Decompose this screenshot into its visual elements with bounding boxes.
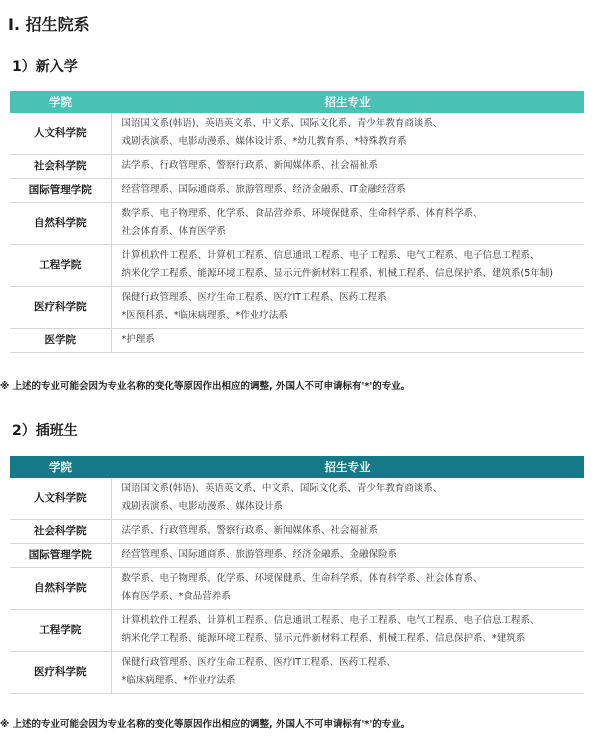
table-row	[10, 329, 584, 353]
header-majors: 招生专业	[111, 456, 584, 478]
college-name: 医疗科学院	[10, 652, 111, 694]
college-name: 工程学院	[10, 245, 111, 287]
page-title: Ⅰ. 招生院系	[8, 15, 90, 34]
college-name: 人文科学院	[10, 113, 111, 155]
majors-list: *护理系	[111, 329, 584, 353]
college-name: 国际管理学院	[10, 179, 111, 203]
majors-list: 数学系、电子物理系、化学系、食品营养系、环境保健系、生命科学系、体育科学系、 社会体育系、体育医学系	[111, 203, 584, 245]
new-admission-table	[10, 91, 584, 353]
table-row	[10, 113, 584, 155]
table-header-row	[10, 91, 584, 113]
table-row	[10, 478, 584, 520]
majors-list: 经营管理系、国际通商系、旅游管理系、经济金融系、IT金融经营系	[111, 179, 584, 203]
majors-list: 数学系、电子物理系、化学系、环境保健系、生命科学系、体育科学系、社会体育系、 体育医学系、*食品营养系	[111, 568, 584, 610]
college-name: 自然科学院	[10, 203, 111, 245]
college-name: 医学院	[10, 329, 111, 353]
table-row	[10, 155, 584, 179]
section-heading-new-admission: 1）新入学	[12, 59, 78, 75]
majors-list: 保健行政管理系、医疗生命工程系、医疗IT工程系、医药工程系 *医预科系、*临床病理系、*作业疗法系	[111, 287, 584, 329]
header-college: 学院	[10, 456, 111, 478]
table-row	[10, 568, 584, 610]
majors-list: 保健行政管理系、医疗生命工程系、医疗IT工程系、医药工程系、 *临床病理系、*作业疗法系	[111, 652, 584, 694]
college-name: 工程学院	[10, 610, 111, 652]
table-row	[10, 245, 584, 287]
table-row	[10, 287, 584, 329]
header-college: 学院	[10, 91, 111, 113]
table-row	[10, 203, 584, 245]
college-name: 自然科学院	[10, 568, 111, 610]
majors-list: 国语国文系(韩语)、英语英文系、中文系、国际文化系、青少年教育商谈系、 戏剧表演系、电影动漫系、媒体设计系、*幼儿教育系、*特殊教育系	[111, 113, 584, 155]
header-majors: 招生专业	[111, 91, 584, 113]
table-row	[10, 610, 584, 652]
college-name: 人文科学院	[10, 478, 111, 520]
footnote-transfer: ※ 上述的专业可能会因为专业名称的变化等原因作出相应的调整, 外国人不可申请标有'*'的专业。	[0, 719, 411, 730]
table-row	[10, 652, 584, 694]
majors-list: 经营管理系、国际通商系、旅游管理系、经济金融系、金融保险系	[111, 544, 584, 568]
majors-list: 法学系、行政管理系、警察行政系、新闻媒体系、社会福祉系	[111, 520, 584, 544]
footnote-new-admission: ※ 上述的专业可能会因为专业名称的变化等原因作出相应的调整, 外国人不可申请标有'*'的专业。	[0, 381, 411, 392]
table-header-row	[10, 456, 584, 478]
majors-list: 国语国文系(韩语)、英语英文系、中文系、国际文化系、青少年教育商谈系、 戏剧表演系、电影动漫系、媒体设计系	[111, 478, 584, 520]
table-row	[10, 179, 584, 203]
transfer-table	[10, 456, 584, 694]
college-name: 社会科学院	[10, 520, 111, 544]
college-name: 社会科学院	[10, 155, 111, 179]
college-name: 医疗科学院	[10, 287, 111, 329]
majors-list: 法学系、行政管理系、警察行政系、新闻媒体系、社会福祉系	[111, 155, 584, 179]
table-row	[10, 520, 584, 544]
college-name: 国际管理学院	[10, 544, 111, 568]
majors-list: 计算机软件工程系、计算机工程系、信息通讯工程系、电子工程系、电气工程系、电子信息工程系、 纳米化学工程系、能源环境工程系、显示元件新材料工程系、机械工程系、信息保护系、*建筑系	[111, 610, 584, 652]
section-heading-transfer: 2）插班生	[12, 423, 78, 439]
table-row	[10, 544, 584, 568]
majors-list: 计算机软件工程系、计算机工程系、信息通讯工程系、电子工程系、电气工程系、电子信息工程系、 纳米化学工程系、能源环境工程系、显示元件新材料工程系、机械工程系、信息保护系、建筑系(5年制)	[111, 245, 584, 287]
